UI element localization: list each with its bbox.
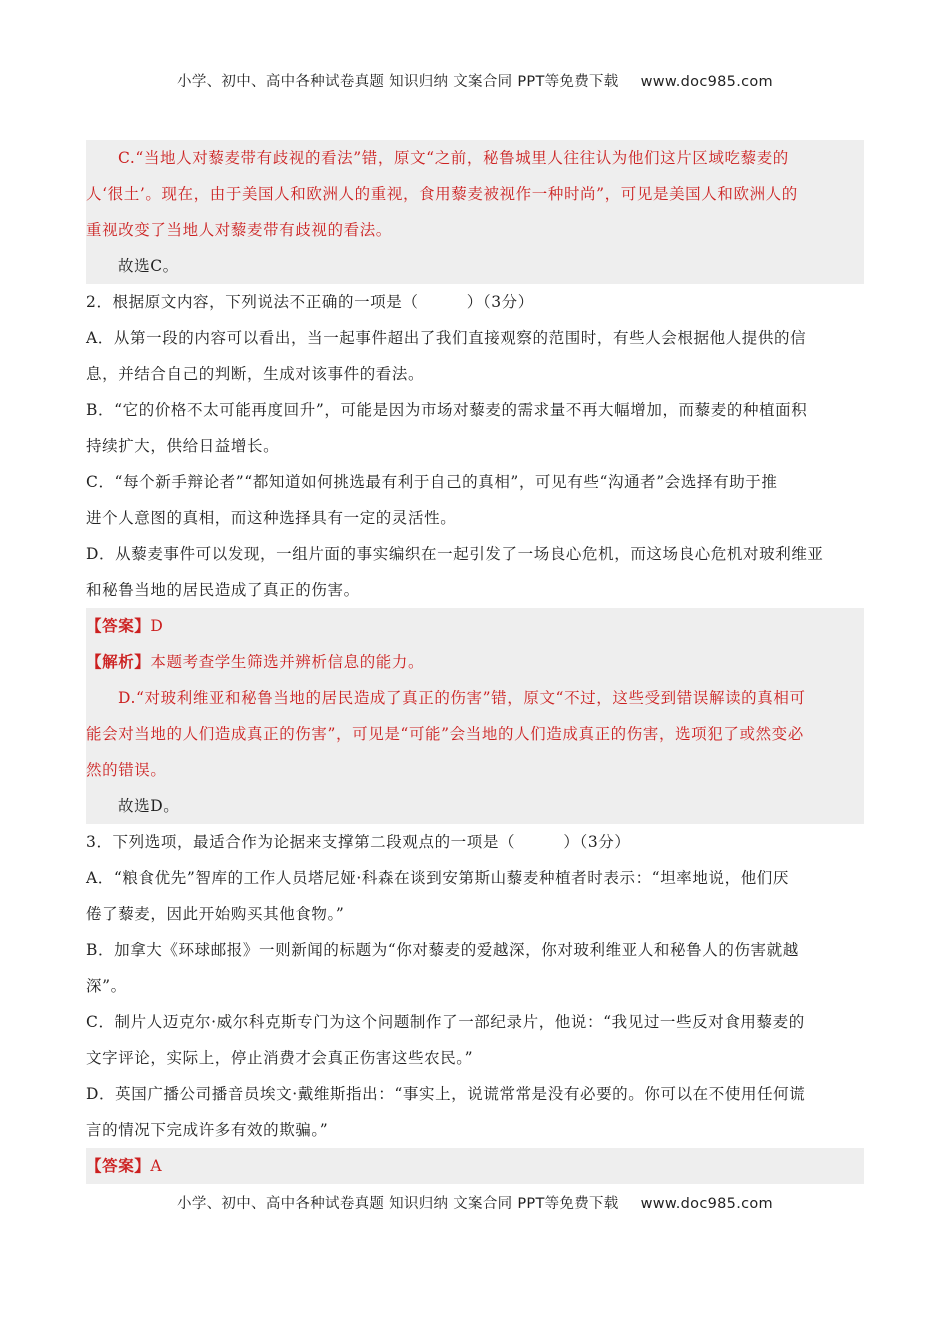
option-line: B．加拿大《环球邮报》一则新闻的标题为“你对藜麦的爱越深，你对玻利维亚人和秘鲁人的伤害就越 [86, 941, 799, 959]
option-line: 持续扩大，供给日益增长。 [86, 437, 280, 455]
question-3 [86, 824, 864, 1148]
option-line: C．制片人迈克尔·威尔科克斯专门为这个问题制作了一部纪录片，他说：“我见过一些反对食用藜麦的 [86, 1013, 805, 1031]
answer-block-q3 [86, 1148, 864, 1184]
explanation-block-c [86, 140, 864, 284]
explanation-line: D.“对玻利维亚和秘鲁当地的居民造成了真正的伤害”错，原文“不过，这些受到错误解读的真相可 [118, 689, 806, 707]
option-line: 进个人意图的真相，而这种选择具有一定的灵活性。 [86, 509, 457, 527]
option-line: 文字评论，实际上，停止消费才会真正伤害这些农民。” [86, 1049, 474, 1067]
option-line: 息，并结合自己的判断，生成对该事件的看法。 [86, 365, 425, 383]
footer-text: 小学、初中、高中各种试卷真题 知识归纳 文案合同 PPT等免费下载 [177, 1196, 619, 1212]
question-stem: 2．根据原文内容，下列说法不正确的一项是（ ）（3分） [86, 293, 534, 311]
option-line: 言的情况下完成许多有效的欺骗。” [86, 1121, 329, 1139]
conclusion-line: 故选D。 [118, 797, 180, 815]
option-line: D．英国广播公司播音员埃文·戴维斯指出：“事实上，说谎常常是没有必要的。你可以在不使用任何谎 [86, 1085, 806, 1103]
answer-line [86, 1148, 864, 1184]
analysis-text: 本题考查学生筛选并辨析信息的能力。 [150, 653, 425, 671]
analysis-line [86, 644, 864, 680]
answer-value: D [150, 617, 164, 635]
option-line: 和秘鲁当地的居民造成了真正的伤害。 [86, 581, 360, 599]
answer-tag: 【答案】 [86, 616, 151, 635]
answer-line [86, 608, 864, 644]
option-line: A．“粮食优先”智库的工作人员塔尼娅·科森在谈到安第斯山藜麦种植者时表示：“坦率地说，他们厌 [86, 869, 789, 887]
option-line: 深”。 [86, 977, 127, 995]
footer-url[interactable]: www.doc985.com [640, 1196, 773, 1212]
explanation-line: 能会对当地的人们造成真正的伤害”，可见是“可能”会当地的人们造成真正的伤害，选项犯了或然变必 [86, 725, 804, 743]
answer-value: A [150, 1157, 163, 1175]
page-footer [0, 1192, 950, 1213]
explanation-line: C.“当地人对藜麦带有歧视的看法”错，原文“之前，秘鲁城里人往往认为他们这片区域吃藜麦的 [118, 149, 789, 167]
answer-tag: 【答案】 [86, 1156, 151, 1175]
header-url[interactable]: www.doc985.com [640, 74, 773, 90]
explanation-line: 然的错误。 [86, 761, 167, 779]
question-2 [86, 284, 864, 608]
header-text: 小学、初中、高中各种试卷真题 知识归纳 文案合同 PPT等免费下载 [177, 74, 619, 90]
explanation-line: 人‘很土’。现在，由于美国人和欧洲人的重视，食用藜麦被视作一种时尚”，可见是美国人和欧洲人的 [86, 185, 798, 203]
conclusion-line: 故选C。 [118, 257, 179, 275]
question-stem: 3．下列选项，最适合作为论据来支撑第二段观点的一项是（ ）（3分） [86, 833, 631, 851]
page-header [0, 70, 950, 91]
option-line: 倦了藜麦，因此开始购买其他食物。” [86, 905, 345, 923]
option-line: B．“它的价格不太可能再度回升”，可能是因为市场对藜麦的需求量不再大幅增加，而藜麦的种植面积 [86, 401, 808, 419]
option-line: C．“每个新手辩论者”“都知道如何挑选最有利于自己的真相”，可见有些“沟通者”会选择有助于推 [86, 473, 778, 491]
answer-block-q2 [86, 608, 864, 824]
analysis-tag: 【解析】 [86, 652, 151, 671]
option-line: D．从藜麦事件可以发现，一组片面的事实编织在一起引发了一场良心危机，而这场良心危机对玻利维亚 [86, 545, 824, 563]
document-body [86, 140, 864, 1184]
explanation-line: 重视改变了当地人对藜麦带有歧视的看法。 [86, 221, 392, 239]
option-line: A．从第一段的内容可以看出，当一起事件超出了我们直接观察的范围时，有些人会根据他人提供的信 [86, 329, 807, 347]
